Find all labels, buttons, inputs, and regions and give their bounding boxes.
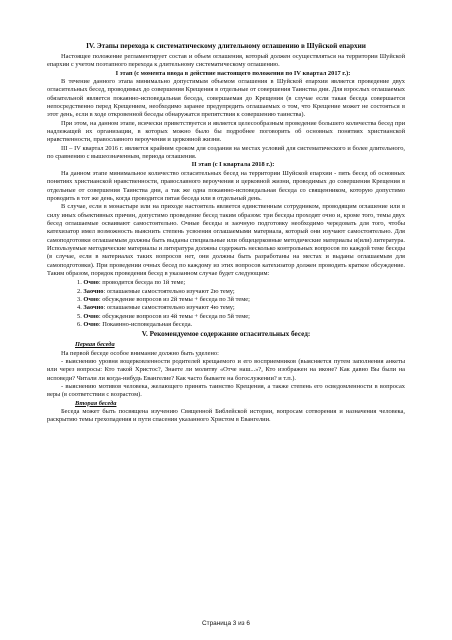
stage-2-paragraph-1: На данном этапе минимальное количество огласительных бесед на территории Шуйской епархии - пять бесед об основных понятиях христианской нравственности, православного вероучения и церковной жизни, проводимых до совершения Крещения в отдельные от совершения Таинства дни, а так же одна покаянно-исповедальная беседа со священником, которую допустимо проводить в тот же день, когда проводится пятая беседа или в отдельный день. (47, 169, 405, 202)
stage-2-paragraph-2: В случае, если в монастыре или на приходе настоятель является единственным сотрудником, проводящим оглашение или в силу иных объективных причин, допустимо проведение бесед таким образом: три беседы проходят очно и, кроме того, темы двух бесед оглашаемые осваивают самостоятельно. Очные беседы и заочную подготовку необходимо чередовать для того, чтобы катехизатор имел возможность выяснить степень усвоения оглашаемыми материала, который они изучают самостоятельно. Для самоподготовки оглашаемым должны быть выданы специальные или общецерковные методические материалы и(или) литература. Используемые методические материалы и литература должны содержать несколько контрольных вопросов по каждой теме беседы (в случае, если в материалах таких вопросов нет, они должны быть разработаны на местах и выданы оглашаемым для самоподготовки). При проведении очных бесед по каждому из этих вопросов катехизатор должен проводить краткое обсуждение. Таким образом, порядок проведения бесед в указанном случае будет следующим: (47, 203, 405, 277)
list-item: 2. Заочно: оглашаемые самостоятельно изучают 2ю тему; (77, 287, 235, 295)
schedule-list (47, 279, 405, 329)
page-number-footer: Страница 3 из 6 (202, 620, 250, 627)
stage-1-paragraph-1: В течение данного этапа минимально допустимым объемом оглашения в Шуйской епархии является проведение двух огласительных бесед, проводимых до совершения Крещения в отдельные от совершения Таинства дни. Для взрослых оглашаемых обязательной является покаянно-исповедальная беседа, совершаемая до Крещения (в случае если такая беседа совершается непосредственно перед Крещением, необходимо заранее предупредить оглашаемых о том, что Крещение может не состояться в этот день, если в ходе откровенной беседы обнаружатся препятствия к совершению таинства). (47, 78, 405, 119)
list-item: 6. Очно: Покаянно-исповедальная беседа. (77, 321, 193, 328)
stage-1-title: I этап (с момента ввода в действие настоящего положения по IV квартал 2017 г.): (115, 69, 351, 77)
list-item: 5. Очно: обсуждение вопросов из 4й темы + беседа по 5й теме; (77, 312, 250, 320)
second-talk-paragraph: Беседа может быть посвящена изучению Священной Библейской истории, вопросам сотворения и назначения человека, раскрытию темы грехопадения и пути спасения указанного Христом в Евангелии. (47, 408, 405, 424)
list-item: 3. Очно: обсуждение вопросов из 2й темы + беседа по 3й теме; (77, 295, 250, 303)
first-talk-intro: На первой беседе особое внимание должно быть уделено: (61, 349, 219, 357)
second-talk-title: Вторая беседа (75, 399, 117, 407)
paragraph-intro: Настоящее положение регламентирует состав и объем оглашения, который должен осуществляться на территории Шуйской епархии с учетом поэтапного перехода к длительному систематическому оглашению. (47, 53, 405, 69)
first-talk-bullet-2: - выяснению мотивов человека, желающего принять таинство Крещения, а также степень его осведомленности в вопросах веры (в соответствии с возрастом). (47, 383, 405, 399)
section-heading-v: V. Рекомендуемое содержание огласительных бесед: (141, 330, 311, 339)
list-item: 4. Заочно: оглашаемые самостоятельно изучают 4ю тему; (77, 304, 235, 312)
first-talk-title: Первая беседа (75, 341, 115, 349)
stage-2-title: II этап (с I квартала 2018 г.): (191, 161, 275, 169)
first-talk-bullet-1: - выяснению уровня воцерковленности родителей крещаемого и его восприемников (выясняется путем заполнения анкеты или через вопросы: Кто такой Христос?, Знаете ли молитву «Отче наш...»?, Кто изображен на иконе? Как давно Вы были на исповеди? Читали ли когда-нибудь Евангелие? Как часто бываете на богослужении? и т.п.). (47, 358, 405, 382)
stage-1-paragraph-2: При этом, на данном этапе, всячески приветствуется и является целесообразным проведение большего количества бесед при надлежащей их организации, в которых можно было бы подробнее поговорить об основных понятиях христианской нравственности, православного вероучения и церковной жизни. (47, 119, 405, 144)
list-item: 1. Очно: проводится беседа по 1й теме; (77, 279, 186, 287)
section-heading-iv: IV. Этапы перехода к систематическому длительному оглашению в Шуйской епархии (86, 42, 366, 50)
stage-1-paragraph-3: III – IV квартал 2016 г. является крайним сроком для создания на местах условий для систематического и более длительного, по сравнению с вышеозначенным, периода оглашения. (47, 144, 405, 161)
